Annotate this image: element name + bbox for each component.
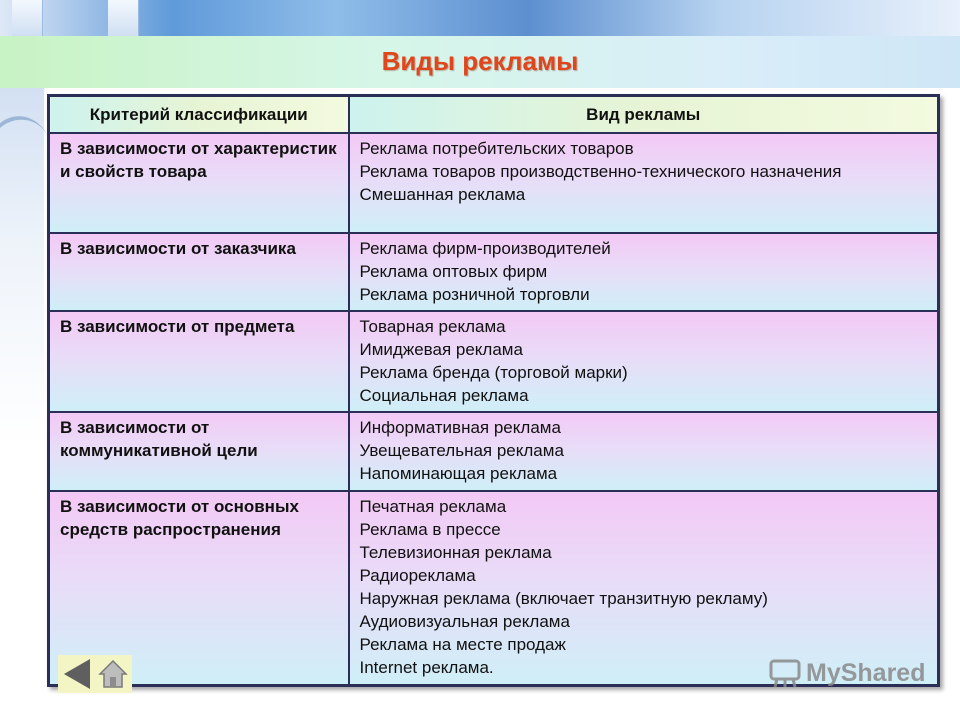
- table-row: [49, 233, 939, 311]
- criterion-cell: В зависимости от заказчика: [49, 233, 349, 311]
- ad-type-item: Напоминающая реклама: [359, 464, 558, 483]
- ad-type-item: Реклама товаров производственно-технического назначения: [359, 162, 842, 181]
- ad-type-item: Наружная реклама (включает транзитную рекламу): [359, 589, 768, 608]
- ad-type-item: Печатная реклама: [359, 497, 507, 516]
- criterion-cell: В зависимости от предмета: [49, 311, 349, 412]
- ad-type-item: Социальная реклама: [359, 386, 529, 405]
- decor-pane: [108, 0, 139, 36]
- ad-type-item: Имиджевая реклама: [359, 340, 523, 359]
- table-header-row: [49, 96, 939, 134]
- ad-type-item: Реклама потребительских товаров: [359, 139, 634, 158]
- ad-type-item: Реклама розничной торговли: [359, 285, 590, 304]
- criterion-cell: В зависимости от основных средств распространения: [49, 491, 349, 685]
- table-row: [49, 133, 939, 233]
- top-decor-band: [0, 0, 960, 36]
- ad-types-cell: [349, 233, 939, 311]
- ad-type-item: Реклама в прессе: [359, 520, 501, 539]
- ad-type-item: Смешанная реклама: [359, 185, 526, 204]
- criterion-cell: В зависимости от коммуникативной цели: [49, 412, 349, 491]
- back-arrow-icon[interactable]: [64, 659, 90, 689]
- ad-type-item: Реклама бренда (торговой марки): [359, 363, 628, 382]
- ad-types-cell: [349, 311, 939, 412]
- ad-type-item: Радиореклама: [359, 566, 476, 585]
- ad-type-item: Реклама на месте продаж: [359, 635, 566, 654]
- ad-type-item: Реклама оптовых фирм: [359, 262, 548, 281]
- ad-type-item: Аудиовизуальная реклама: [359, 612, 570, 631]
- page-title: Виды рекламы: [381, 46, 579, 76]
- projector-icon: [768, 656, 802, 690]
- ad-type-item: Телевизионная реклама: [359, 543, 552, 562]
- ad-type-item: Internet реклама.: [359, 658, 494, 677]
- header-ad-type: Вид рекламы: [349, 96, 939, 134]
- ad-type-item: Реклама фирм-производителей: [359, 239, 611, 258]
- left-decor-band: [0, 36, 44, 720]
- classification-table: [47, 94, 940, 687]
- table-row: [49, 311, 939, 412]
- ad-type-item: Товарная реклама: [359, 317, 506, 336]
- decor-pane: [12, 0, 43, 36]
- watermark: [768, 656, 925, 690]
- table-row: [49, 412, 939, 491]
- criterion-cell: В зависимости от характеристик и свойств товара: [49, 133, 349, 233]
- ad-type-item: Информативная реклама: [359, 418, 561, 437]
- header-criterion: Критерий классификации: [49, 96, 349, 134]
- ad-types-cell: [349, 133, 939, 233]
- ad-types-cell: [349, 412, 939, 491]
- ad-type-item: Увещевательная реклама: [359, 441, 564, 460]
- slide-navigation: [58, 655, 132, 693]
- watermark-text: MyShared: [806, 658, 926, 687]
- home-icon[interactable]: [98, 659, 128, 689]
